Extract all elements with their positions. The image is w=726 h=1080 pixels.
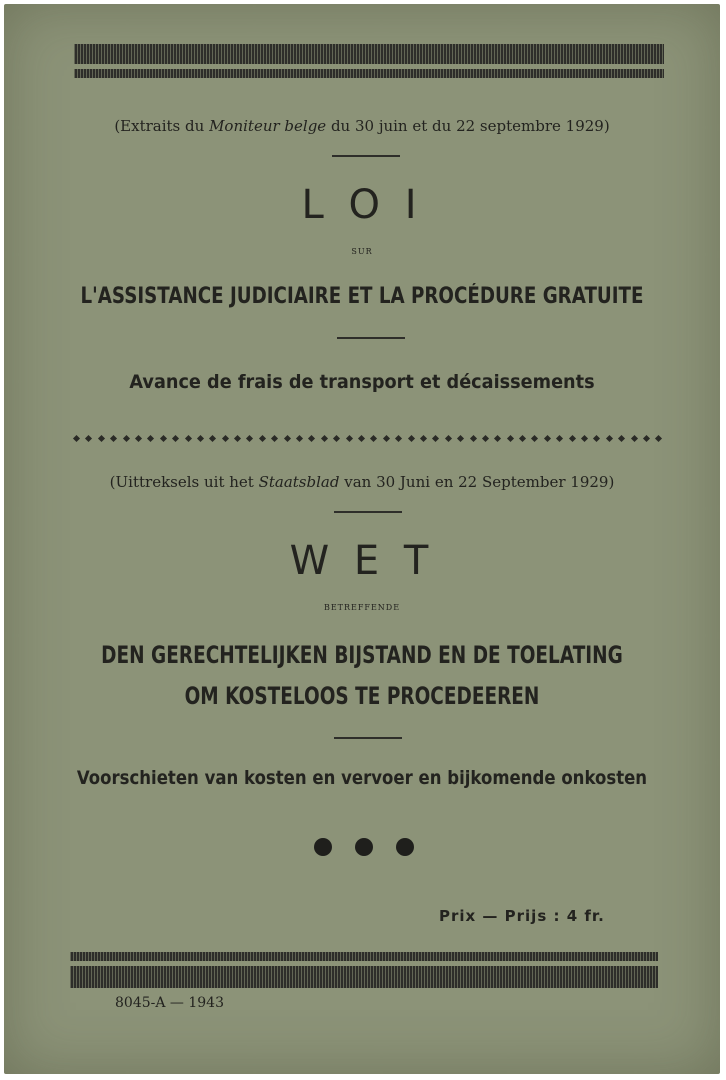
diamond-ornament [643, 434, 650, 441]
diamond-ornament [655, 434, 662, 441]
top-border-band-thin [74, 69, 664, 78]
french-subtitle: Avance de frais de transport et décaissements [129, 371, 595, 393]
dutch-subject-line-1: DEN GERECHTELIJKEN BIJSTAND EN DE TOELATING [101, 641, 623, 669]
diamond-ornament [507, 434, 514, 441]
diamond-ornament [358, 434, 365, 441]
divider-rule [337, 337, 405, 339]
french-subject-heading: L'ASSISTANCE JUDICIAIRE ET LA PROCÉDURE GRATUITE [80, 284, 644, 309]
dutch-subtitle: Voorschieten van kosten en vervoer en bijkomende onkosten [76, 767, 648, 789]
diamond-ornament [457, 434, 464, 441]
booklet-cover [4, 4, 720, 1074]
extract-french-note: (Extraits du Moniteur belge du 30 juin et du 22 septembre 1929) [114, 117, 610, 135]
diamond-ornament [346, 434, 353, 441]
diamond-ornament [172, 434, 179, 441]
divider-rule [332, 155, 400, 157]
bottom-border-band [70, 966, 658, 988]
divider-rule [334, 511, 402, 513]
diamond-ornament [519, 434, 526, 441]
three-dot-ornament [314, 838, 414, 858]
diamond-ornament [482, 434, 489, 441]
diamond-ornament [110, 434, 117, 441]
diamond-ornament [296, 434, 303, 441]
diamond-ornament [246, 434, 253, 441]
diamond-ornament [469, 434, 476, 441]
print-code: 8045-A — 1943 [115, 995, 224, 1011]
diamond-ornament [556, 434, 563, 441]
price-label: Prix — Prijs : 4 fr. [439, 907, 605, 925]
diamond-ornament [494, 434, 501, 441]
diamond-ornament [531, 434, 538, 441]
diamond-ornament [284, 434, 291, 441]
french-law-title: L O I [301, 182, 423, 228]
diamond-ornament [197, 434, 204, 441]
ornament-dot [396, 838, 414, 856]
diamond-ornament [569, 434, 576, 441]
diamond-ornament [370, 434, 377, 441]
diamond-ornament [593, 434, 600, 441]
divider-rule [334, 737, 402, 739]
diamond-ornament [333, 434, 340, 441]
diamond-ornament [395, 434, 402, 441]
diamond-ornament [184, 434, 191, 441]
diamond-ornament [544, 434, 551, 441]
diamond-ornament [222, 434, 229, 441]
diamond-ornament [581, 434, 588, 441]
diamond-ornament [98, 434, 105, 441]
diamond-ornament [73, 434, 80, 441]
diamond-ornament [234, 434, 241, 441]
diamond-ornament [209, 434, 216, 441]
diamond-ornament [383, 434, 390, 441]
dutch-subject-line-2: OM KOSTELOOS TE PROCEDEEREN [184, 682, 540, 710]
diamond-ornament [147, 434, 154, 441]
dutch-law-title: W E T [289, 538, 435, 584]
diamond-ornament [160, 434, 167, 441]
diamond-ornament [445, 434, 452, 441]
diamond-ornament [606, 434, 613, 441]
ornament-dot [355, 838, 373, 856]
diamond-ornament [259, 434, 266, 441]
ornament-dot [314, 838, 332, 856]
diamond-ornament-row [74, 433, 662, 443]
top-border-band [74, 44, 664, 64]
diamond-ornament [271, 434, 278, 441]
extract-dutch-note: (Uittreksels uit het Staatsblad van 30 Juni en 22 September 1929) [109, 473, 615, 491]
diamond-ornament [85, 434, 92, 441]
bottom-border-band-thin [70, 952, 658, 961]
diamond-ornament [308, 434, 315, 441]
diamond-ornament [123, 434, 130, 441]
diamond-ornament [135, 434, 142, 441]
diamond-ornament [420, 434, 427, 441]
french-sur-label: SUR [351, 247, 373, 256]
diamond-ornament [408, 434, 415, 441]
diamond-ornament [432, 434, 439, 441]
dutch-betreffende-label: BETREFFENDE [323, 603, 401, 612]
diamond-ornament [321, 434, 328, 441]
diamond-ornament [618, 434, 625, 441]
diamond-ornament [631, 434, 638, 441]
